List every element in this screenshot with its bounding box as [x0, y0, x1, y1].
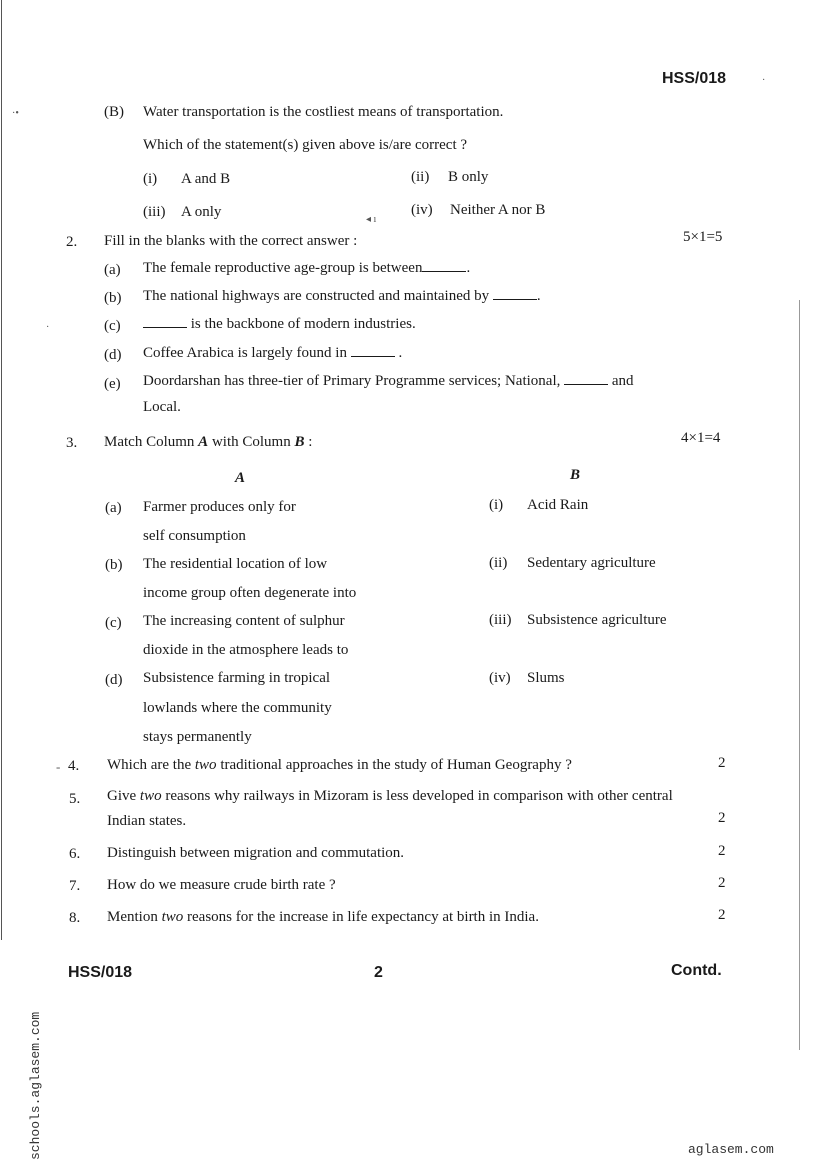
- fill-item-label: (c): [104, 318, 121, 334]
- question-marks: 2: [718, 875, 726, 891]
- option-text: B only: [448, 169, 489, 185]
- column-b-ref: B: [294, 434, 305, 450]
- option-text: Neither A nor B: [450, 202, 546, 218]
- statement-b: Water transportation is the costliest means of transportation.: [143, 104, 504, 120]
- fill-item-text: Doordarshan has three-tier of Primary Programme services; National,: [143, 373, 561, 389]
- fill-item-text: The national highways are constructed and maintained by: [143, 288, 490, 304]
- question-text-part: reasons for the increase in life expectancy at birth in India.: [183, 909, 539, 925]
- match-a-label: (a): [105, 500, 122, 516]
- match-a-text: The increasing content of sulphur: [143, 613, 345, 629]
- page-header-code: HSS/018: [662, 70, 727, 87]
- page-number: 2: [374, 964, 383, 981]
- question-text: [107, 876, 336, 894]
- question-marks: 4×1=4: [681, 430, 721, 446]
- fill-item: [143, 287, 541, 305]
- question-text-part: reasons why railways in Mizoram is less developed in comparison with other central: [161, 788, 673, 804]
- question-marks: 5×1=5: [683, 229, 723, 245]
- question-title: Fill in the blanks with the correct answer :: [104, 233, 358, 249]
- match-b-text: Slums: [527, 670, 565, 686]
- match-a-text: self consumption: [143, 528, 246, 544]
- fill-item-label: (a): [104, 262, 121, 278]
- fill-item: [143, 315, 416, 333]
- fill-item-text: .: [466, 260, 471, 276]
- question-number: 7.: [69, 878, 81, 894]
- fill-item-text: .: [398, 345, 403, 361]
- fill-item-text: .: [536, 288, 541, 304]
- option-label: (i): [143, 171, 158, 187]
- question-marks: 2: [718, 755, 726, 771]
- footer-contd: Contd.: [671, 962, 722, 979]
- question-text-part: Give: [107, 788, 140, 804]
- question-text-part: traditional approaches in the study of Human Geography ?: [216, 757, 572, 773]
- option-label: (ii): [411, 169, 430, 185]
- option-label: (iii): [143, 204, 166, 220]
- match-b-text: Sedentary agriculture: [527, 555, 656, 571]
- question-number: 6.: [69, 846, 81, 862]
- question-number: 8.: [69, 910, 81, 926]
- match-a-text: lowlands where the community: [143, 700, 332, 716]
- match-b-label: (iii): [489, 612, 512, 628]
- match-a-text: Farmer produces only for: [143, 499, 296, 515]
- match-b-label: (iv): [489, 670, 511, 686]
- footer-code: HSS/018: [68, 964, 133, 981]
- question-text-emphasis: two: [139, 788, 162, 804]
- question-text-part: Which are the: [107, 757, 195, 773]
- fill-item-label: (d): [104, 347, 122, 363]
- scan-speck: -: [56, 759, 61, 774]
- match-a-label: (b): [105, 557, 123, 573]
- answer-blank: [564, 372, 608, 385]
- fill-item-text: and: [611, 373, 634, 389]
- question-text-emphasis: two: [161, 909, 184, 925]
- match-a-text: dioxide in the atmosphere leads to: [143, 642, 349, 658]
- question-text-part: How do we measure crude birth rate ?: [107, 877, 336, 893]
- question-title-text: :: [304, 434, 313, 450]
- match-a-text: income group often degenerate into: [143, 585, 357, 601]
- fill-item: [143, 344, 402, 362]
- match-a-text: stays permanently: [143, 729, 252, 745]
- question-number: 2.: [66, 234, 78, 250]
- column-a-heading: A: [235, 470, 246, 486]
- answer-blank: [422, 259, 466, 272]
- question-title-text: Match Column: [104, 434, 199, 450]
- question-text-part: Mention: [107, 909, 162, 925]
- option-text: A only: [181, 204, 222, 220]
- fill-item-text: is the backbone of modern industries.: [190, 316, 416, 332]
- q1-question: Which of the statement(s) given above is/are correct ?: [143, 137, 468, 153]
- scan-speck: ·: [762, 75, 766, 86]
- question-text-part: Distinguish between migration and commutation.: [107, 845, 405, 861]
- question-text-line2: Indian states.: [107, 813, 187, 829]
- answer-blank: [493, 287, 537, 300]
- statement-b-label: (B): [104, 104, 124, 120]
- question-text: [107, 844, 404, 862]
- match-a-text: The residential location of low: [143, 556, 328, 572]
- match-b-text: Acid Rain: [527, 497, 589, 513]
- scan-speck: ·•: [12, 108, 19, 119]
- scan-edge-line: [1, 0, 2, 940]
- question-text: [107, 756, 572, 774]
- question-marks: 2: [718, 810, 726, 826]
- fill-item-text: Coffee Arabica is largely found in: [143, 345, 347, 361]
- fill-item-text: Local.: [143, 399, 181, 415]
- fill-item: [143, 259, 470, 277]
- question-number: 3.: [66, 435, 78, 451]
- fill-item-label: (b): [104, 290, 122, 306]
- answer-blank: [143, 315, 187, 328]
- scan-speck: ◂ ı: [366, 214, 377, 225]
- question-number: 5.: [69, 791, 81, 807]
- match-b-label: (i): [489, 497, 504, 513]
- question-text: [107, 787, 673, 805]
- match-a-label: (c): [105, 615, 122, 631]
- match-a-text: Subsistence farming in tropical: [143, 670, 331, 686]
- question-title-text: with Column: [208, 434, 295, 450]
- question-text: [107, 908, 539, 926]
- question-number: 4.: [68, 758, 80, 774]
- fill-item: [143, 372, 634, 390]
- question-marks: 2: [718, 907, 726, 923]
- fill-item-text: The female reproductive age-group is between: [143, 260, 423, 276]
- side-watermark: schools.aglasem.com: [28, 1011, 43, 1160]
- match-a-label: (d): [105, 672, 123, 688]
- bottom-watermark: aglasem.com: [688, 1142, 774, 1157]
- column-b-heading: B: [570, 467, 581, 483]
- column-a-ref: A: [198, 434, 209, 450]
- match-b-text: Subsistence agriculture: [527, 612, 667, 628]
- option-text: A and B: [181, 171, 231, 187]
- fill-item-label: (e): [104, 376, 121, 392]
- match-b-label: (ii): [489, 555, 508, 571]
- question-marks: 2: [718, 843, 726, 859]
- option-label: (iv): [411, 202, 433, 218]
- scan-edge-line-right: [799, 300, 800, 1050]
- question-text-emphasis: two: [194, 757, 217, 773]
- question-title: [104, 433, 312, 451]
- answer-blank: [351, 344, 395, 357]
- scan-speck: ·: [46, 322, 50, 333]
